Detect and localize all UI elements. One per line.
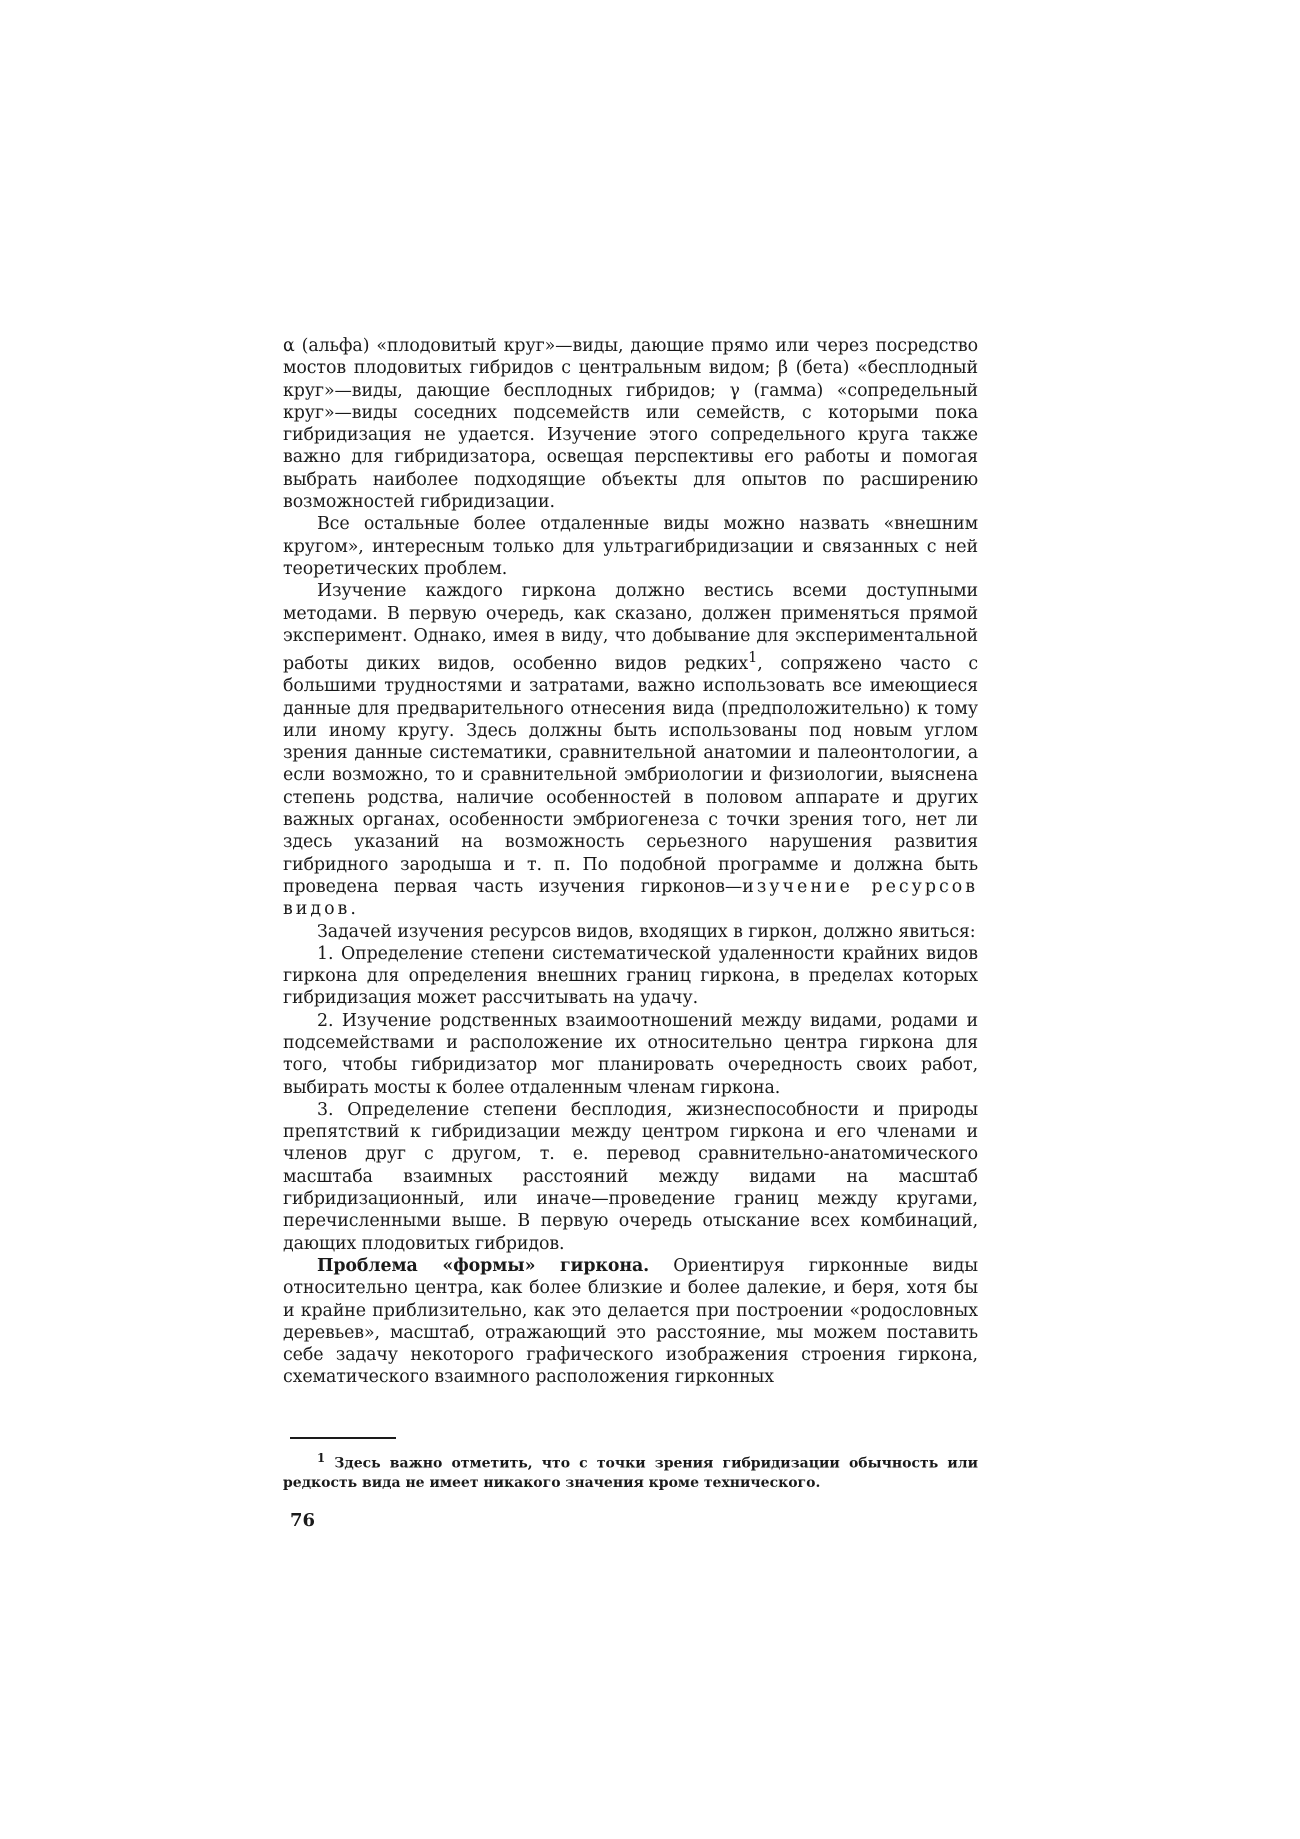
list-item-3: 3. Определение степени бесплодия, жизнеспособности и природы препятствий к гибридизации между центром гиркона и его членами и членов друг с другом, т. е. перевод сравнительно-анатомического масштаба взаимных расстояний между видами на масштаб гибридизационный, или иначе—проведение границ между кругами, перечисленными выше. В первую очередь отыскание всех комбинаций, дающих плодовитых гибридов.: [283, 1099, 978, 1254]
main-text: [283, 335, 978, 1389]
paragraph-form-problem: [283, 1255, 978, 1389]
paragraph-outer-circle: Все остальные более отдаленные виды можно назвать «внешним кругом», интересным только для ультрагибридизации и связанных с ней теоретических проблем.: [283, 514, 978, 579]
paragraph-circles: α (альфа) «плодовитый круг»—виды, дающие прямо или через посредство мостов плодовитых гибридов с центральным видом; β (бета) «бесплодный круг»—виды, дающие бесплодных гибридов; γ (гамма) «сопредельный круг»—виды соседних подсемейств или семейств, с которыми пока гибридизация не удается. Изучение этого сопредельного круга также важно для гибридизатора, освещая перспективы его работы и помогая выбрать наиболее подходящие объекты для опытов по расширению возможностей гибридизации.: [283, 336, 978, 513]
study-methods-text-cont: , сопряжено часто с большими трудностями и затратами, важно использовать все имеющиеся данные для предварительного отнесения вида (предположительно) к тому или иному кругу. Здесь должны быть использованы под новым углом зрения данные систематики, сравнительной анатомии и палеонтологии, а если возможно, то и сравнительной эмбриологии и физиологии, выяснена степень родства, наличие особенностей в половом аппарате и других важных органах, особенности эмбриогенеза с точки зрения того, нет ли здесь указаний на возможность серьезного нарушения развития гибридного зародыша и т. п. По подобной программе и должна быть проведена первая часть изучения гирконов—: [283, 653, 979, 897]
paragraph-tasks-intro: Задачей изучения ресурсов видов, входящих в гиркон, должно явиться:: [317, 921, 976, 942]
list-item-2: 2. Изучение родственных взаимоотношений между видами, родами и подсемействами и расположение их относительно центра гиркона для того, чтобы гибридизатор мог планировать очередность своих работ, выбирать мосты к более отдаленным членам гиркона.: [283, 1010, 978, 1098]
page-number: 76: [290, 1510, 316, 1531]
footnote: [283, 1449, 978, 1493]
footnote-text: Здесь важно отметить, что с точки зрения гибридизации обычность или редкость вида не имеет никакого значения кроме технического.: [283, 1455, 978, 1491]
form-problem-text: Ориентируя гирконные виды относительно центра, как более близкие и более далекие, и беря, хотя бы и крайне приблизительно, как это делается при построении «родословных деревьев», масштаб, отражающий это расстояние, мы можем поставить себе задачу некоторого графического изображения строения гиркона, схематического взаимного расположения гирконных: [283, 1255, 978, 1388]
study-methods-text: Изучение каждого гиркона должно вестись всеми доступными методами. В первую очередь, как сказано, должен применяться прямой эксперимент. Однако, имея в виду, что добывание для экспериментальной работы диких видов, особенно видов редких: [283, 581, 978, 674]
emphasis-species-resources: изучение ресурсов видов.: [283, 876, 978, 920]
footnote-divider: [290, 1437, 396, 1439]
footnote-reference: 1: [748, 650, 758, 667]
footnote-marker: 1: [317, 1451, 326, 1465]
section-heading-form: Проблема «формы» гиркона.: [317, 1255, 650, 1276]
paragraph-study-methods: [283, 580, 978, 920]
list-item-1: 1. Определение степени систематической удаленности крайних видов гиркона для определения внешних границ гиркона, в пределах которых гибридизация может рассчитывать на удачу.: [283, 943, 978, 1009]
